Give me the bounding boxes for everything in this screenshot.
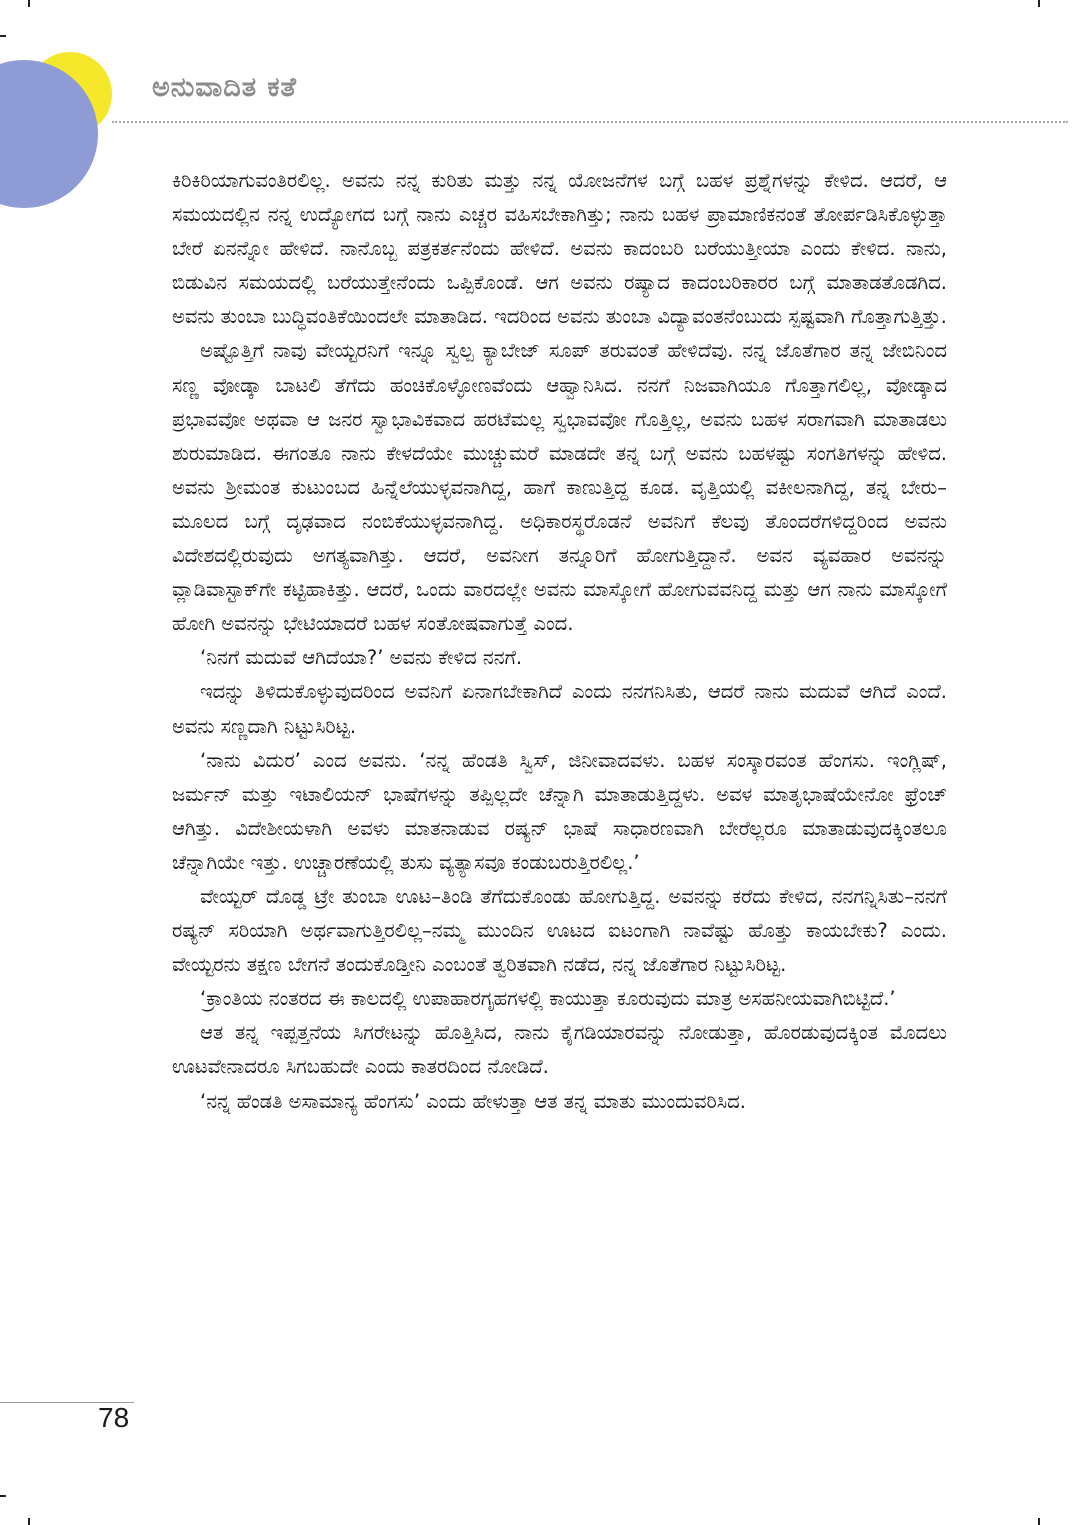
paragraph: ವೇಯ್ಟರ್ ದೊಡ್ಡ ಟ್ರೇ ತುಂಬಾ ಊಟ–ತಿಂಡಿ ತೆಗೆದುಕೊಂಡು ಹೋಗುತ್ತಿದ್ದ. ಅವನನ್ನು ಕರೆದು ಕೇಳಿದ, ನನಗನ್ನಿಸಿತು–ನನಗೆ ರಷ್ಯನ್ ಸರಿಯಾಗಿ ಅರ್ಥವಾಗುತ್ತಿರಲಿಲ್ಲ–ನಮ್ಮ ಮುಂದಿನ ಊಟದ ಐಟಂಗಾಗಿ ನಾವೆಷ್ಟು ಹೊತ್ತು ಕಾಯಬೇಕು? ಎಂದು. ವೇಯ್ಟರನು ತಕ್ಷಣ ಬೇಗನೆ ತಂದುಕೊಡ್ತೀನಿ ಎಂಬಂತೆ ತ್ವರಿತವಾಗಿ ನಡೆದ, ನನ್ನ ಜೊತೆಗಾರ ನಿಟ್ಟುಸಿರಿಟ್ಟ.	[172, 884, 947, 977]
paragraph: ‘ನಾನು ವಿದುರ’ ಎಂದ ಅವನು. ‘ನನ್ನ ಹೆಂಡತಿ ಸ್ವಿಸ್, ಜಿನೀವಾದವಳು. ಬಹಳ ಸಂಸ್ಕಾರವಂತ ಹೆಂಗಸು. ಇಂಗ್ಲಿಷ್, ಜರ್ಮನ್ ಮತ್ತು ಇಟಾಲಿಯನ್ ಭಾಷೆಗಳನ್ನು ತಪ್ಪಿಲ್ಲದೇ ಚೆನ್ನಾಗಿ ಮಾತಾಡುತ್ತಿದ್ದಳು. ಅವಳ ಮಾತೃಭಾಷೆಯೇನೋ ಫ್ರೆಂಚ್ ಆಗಿತ್ತು. ವಿದೇಶೀಯಳಾಗಿ ಅವಳು ಮಾತನಾಡುವ ರಷ್ಯನ್ ಭಾಷೆ ಸಾಧಾರಣವಾಗಿ ಬೇರೆಲ್ಲರೂ ಮಾತಾಡುವುದಕ್ಕಿಂತಲೂ ಚೆನ್ನಾಗಿಯೇ ಇತ್ತು. ಉಚ್ಚಾರಣೆಯಲ್ಲಿ ತುಸು ವ್ಯತ್ಯಾಸವೂ ಕಂಡುಬರುತ್ತಿರಲಿಲ್ಲ.’	[172, 748, 947, 874]
crop-mark-left-lower	[0, 1495, 6, 1497]
header-dotted-rule	[112, 121, 1068, 123]
crop-mark-top-right	[1038, 0, 1040, 7]
paragraph: ಕಿರಿಕಿರಿಯಾಗುವಂತಿರಲಿಲ್ಲ. ಅವನು ನನ್ನ ಕುರಿತು ಮತ್ತು ನನ್ನ ಯೋಜನೆಗಳ ಬಗ್ಗೆ ಬಹಳ ಪ್ರಶ್ನೆಗಳನ್ನು ಕೇಳಿದ. ಆದರೆ, ಆ ಸಮಯದಲ್ಲಿನ ನನ್ನ ಉದ್ಯೋಗದ ಬಗ್ಗೆ ನಾನು ಎಚ್ಚರ ವಹಿಸಬೇಕಾಗಿತ್ತು; ನಾನು ಬಹಳ ಪ್ರಾಮಾಣಿಕನಂತೆ ತೋರ್ಪಡಿಸಿಕೊಳ್ಳುತ್ತಾ ಬೇರೆ ಏನನ್ನೋ ಹೇಳಿದೆ. ನಾನೊಬ್ಬ ಪತ್ರಕರ್ತನೆಂದು ಹೇಳಿದೆ. ಅವನು ಕಾದಂಬರಿ ಬರೆಯುತ್ತೀಯಾ ಎಂದು ಕೇಳಿದ. ನಾನು, ಬಿಡುವಿನ ಸಮಯದಲ್ಲಿ ಬರೆಯುತ್ತೇನೆಂದು ಒಪ್ಪಿಕೊಂಡೆ. ಆಗ ಅವನು ರಷ್ಯಾದ ಕಾದಂಬರಿಕಾರರ ಬಗ್ಗೆ ಮಾತಾಡತೊಡಗಿದ. ಅವನು ತುಂಬಾ ಬುದ್ಧಿವಂತಿಕೆಯಿಂದಲೇ ಮಾತಾಡಿದ. ಇದರಿಂದ ಅವನು ತುಂಬಾ ವಿದ್ಯಾವಂತನೆಂಬುದು ಸ್ಪಷ್ಟವಾಗಿ ಗೊತ್ತಾಗುತ್ತಿತ್ತು.	[172, 169, 947, 329]
story-body	[172, 164, 947, 1119]
crop-mark-bottom-right	[1038, 1518, 1040, 1525]
paragraph: ‘ನನ್ನ ಹೆಂಡತಿ ಅಸಾಮಾನ್ಯ ಹೆಂಗಸು’ ಎಂದು ಹೇಳುತ್ತಾ ಆತ ತನ್ನ ಮಾತು ಮುಂದುವರಿಸಿದ.	[200, 1089, 746, 1113]
crop-mark-top-left	[28, 0, 30, 7]
paragraph: ‘ಕ್ರಾಂತಿಯ ನಂತರದ ಈ ಕಾಲದಲ್ಲಿ ಉಪಾಹಾರಗೃಹಗಳಲ್ಲಿ ಕಾಯುತ್ತಾ ಕೂರುವುದು ಮಾತ್ರ ಅಸಹನೀಯವಾಗಿಬಿಟ್ಟಿದೆ.’	[200, 987, 896, 1011]
page-number: 78	[98, 1402, 130, 1433]
paragraph: ಇದನ್ನು ತಿಳಿದುಕೊಳ್ಳುವುದರಿಂದ ಅವನಿಗೆ ಏನಾಗಬೇಕಾಗಿದೆ ಎಂದು ನನಗನಿಸಿತು, ಆದರೆ ನಾನು ಮದುವೆ ಆಗಿದೆ ಎಂದೆ. ಅವನು ಸಣ್ಣದಾಗಿ ನಿಟ್ಟುಸಿರಿಟ್ಟ.	[172, 680, 947, 738]
section-title: ಅನುವಾದಿತ ಕತೆ	[152, 72, 297, 103]
crop-mark-left-upper	[0, 35, 6, 37]
crop-mark-bottom-left	[28, 1518, 30, 1525]
paragraph: ‘ನಿನಗೆ ಮದುವೆ ಆಗಿದೆಯಾ?’ ಅವನು ಕೇಳಿದ ನನಗೆ.	[200, 646, 523, 670]
paragraph: ಆತ ತನ್ನ ಇಪ್ಪತ್ತನೆಯ ಸಿಗರೇಟನ್ನು ಹೊತ್ತಿಸಿದ, ನಾನು ಕೈಗಡಿಯಾರವನ್ನು ನೋಡುತ್ತಾ, ಹೊರಡುವುದಕ್ಕಿಂತ ಮೊದಲು ಊಟವೇನಾದರೂ ಸಿಗಬಹುದೇ ಎಂದು ಕಾತರದಿಂದ ನೋಡಿದೆ.	[172, 1021, 947, 1079]
paragraph: ಅಷ್ಟೊತ್ತಿಗೆ ನಾವು ವೇಯ್ಟರನಿಗೆ ಇನ್ನೂ ಸ್ವಲ್ಪ ಕ್ಯಾಬೇಜ್ ಸೂಪ್ ತರುವಂತೆ ಹೇಳಿದೆವು. ನನ್ನ ಜೊತೆಗಾರ ತನ್ನ ಜೇಬಿನಿಂದ ಸಣ್ಣ ವೋಡ್ಕಾ ಬಾಟಲಿ ತೆಗೆದು ಹಂಚಿಕೊಳ್ಳೋಣವೆಂದು ಆಹ್ವಾನಿಸಿದ. ನನಗೆ ನಿಜವಾಗಿಯೂ ಗೊತ್ತಾಗಲಿಲ್ಲ, ವೋಡ್ಕಾದ ಪ್ರಭಾವವೋ ಅಥವಾ ಆ ಜನರ ಸ್ವಾಭಾವಿಕವಾದ ಹರಟೆಮಲ್ಲ ಸ್ವಭಾವವೋ ಗೊತ್ತಿಲ್ಲ, ಅವನು ಬಹಳ ಸರಾಗವಾಗಿ ಮಾತಾಡಲು ಶುರುಮಾಡಿದ. ಈಗಂತೂ ನಾನು ಕೇಳದೆಯೇ ಮುಚ್ಚುಮರೆ ಮಾಡದೇ ತನ್ನ ಬಗ್ಗೆ ಅವನು ಬಹಳಷ್ಟು ಸಂಗತಿಗಳನ್ನು ಹೇಳಿದ. ಅವನು ಶ್ರೀಮಂತ ಕುಟುಂಬದ ಹಿನ್ನೆಲೆಯುಳ್ಳವನಾಗಿದ್ದ, ಹಾಗೆ ಕಾಣುತ್ತಿದ್ದ ಕೂಡ. ವೃತ್ತಿಯಲ್ಲಿ ವಕೀಲನಾಗಿದ್ದ, ತನ್ನ ಬೇರು–ಮೂಲದ ಬಗ್ಗೆ ದೃಢವಾದ ನಂಬಿಕೆಯುಳ್ಳವನಾಗಿದ್ದ. ಅಧಿಕಾರಸ್ಥರೊಡನೆ ಅವನಿಗೆ ಕೆಲವು ತೊಂದರೆಗಳಿದ್ದರಿಂದ ಅವನು ವಿದೇಶದಲ್ಲಿರುವುದು ಅಗತ್ಯವಾಗಿತ್ತು. ಆದರೆ, ಅವನೀಗ ತನ್ನೂರಿಗೆ ಹೋಗುತ್ತಿದ್ದಾನೆ. ಅವನ ವ್ಯವಹಾರ ಅವನನ್ನು ವ್ಲಾಡಿವಾಸ್ಟಾಕ್‌ಗೇ ಕಟ್ಟಿಹಾಕಿತ್ತು. ಆದರೆ, ಒಂದು ವಾರದಲ್ಲೇ ಅವನು ಮಾಸ್ಕೋಗೆ ಹೋಗುವವನಿದ್ದ ಮತ್ತು ಆಗ ನಾನು ಮಾಸ್ಕೋಗೆ ಹೋಗಿ ಅವನನ್ನು ಭೇಟಿಯಾದರೆ ಬಹಳ ಸಂತೋಷವಾಗುತ್ತೆ ಎಂದ.	[172, 339, 947, 636]
